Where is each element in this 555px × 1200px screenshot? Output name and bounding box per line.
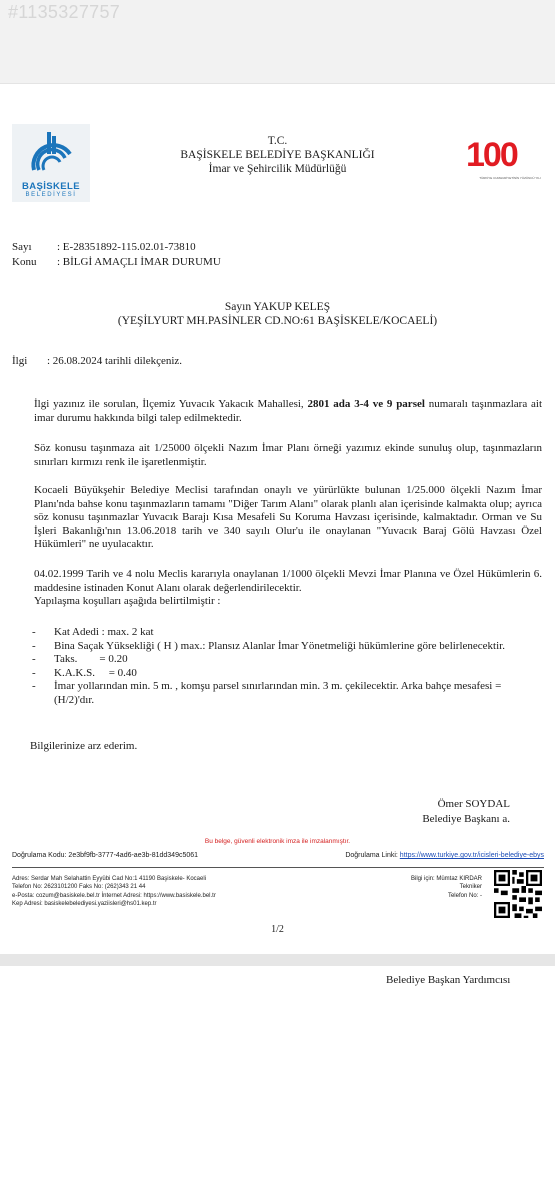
ilgi-value: : 26.08.2024 tarihli dilekçeniz. [47,355,183,367]
page-number: 1/2 [271,924,284,935]
logo-name: BAŞİSKELE [22,181,80,192]
parcel-reference: 2801 ada 3-4 ve 9 parsel [307,398,425,410]
paragraph-4 [12,568,542,609]
condition-text: Kat Adedi : max. 2 kat [54,626,154,638]
qr-code-icon [494,870,542,918]
verification-link-group [345,852,544,859]
list-dash: - [32,626,36,638]
basiskele-emblem-icon [12,124,90,180]
footer-divider [12,867,544,868]
recipient-address: (YEŞİLYURT MH.PASİNLER CD.NO:61 BAŞİSKELE/KOCAELİ) [117,315,438,327]
signer-title: Belediye Başkanı a. [422,813,510,825]
verification-code: Doğrulama Kodu: 2e3bf9fb-3777-4ad6-ae3b-81dd349c5061 [12,852,199,859]
conditions-list [32,626,537,708]
recipient-name: Sayın YAKUP KELEŞ [224,301,331,313]
sayi-label: Sayı [12,241,32,253]
list-dash: - [32,680,36,693]
ilgi-label: İlgi [12,355,28,367]
contact-info: Bilgi için: Mümtaz KIRDAR [410,876,482,882]
paragraph-2: Söz konusu taşınmaza ait 1/25000 ölçekli Nazım İmar Planı örneği yazımız ekinde sunuluş olup, taşınmazların sınırları kırmızı renk ile işaretlenmiştir. [34,442,542,468]
document-header [100,134,455,176]
e-signature-notice: Bu belge, güvenli elektronik imza ile imzalanmıştır. [204,838,351,845]
contact-phone: Telefon No: - [447,892,482,899]
footer-address: Adres: Serdar Mah Selahattin Eyyübi Cad No:1 41190 Başiskele- Kocaeli [12,876,206,882]
paragraph-1-text-b: numaralı taşınmazlara ait imar durumu hakkında bilgi talep edilmektedir. [34,398,543,424]
contact-role: Tekniker [459,884,482,891]
list-dash: - [32,639,36,652]
footer-address-block [12,875,216,908]
listing-header-band [0,0,555,84]
centennial-number: 100 [466,136,517,174]
list-dash: - [32,666,36,679]
footer-email: e-Posta: cozum@basiskele.bel.tr İnternet Adresi: https://www.basiskele.bel.tr [12,892,216,899]
paragraph-1-text-a: İlgi yazınız ile sorulan, İlçemiz Yuvacık Yakacık Mahallesi, [34,398,308,410]
condition-text: K.A.K.S. = 0.40 [54,666,137,679]
condition-text: İmar yollarından min. 5 m. , komşu parsel sınırlarından min. 3 m. çekilecektir. Arka bahçe mesafesi = (H/2)'dır. [54,680,502,706]
header-line-3: İmar ve Şehircilik Müdürlüğü [208,163,347,175]
list-dash: - [32,653,36,666]
footer-phone: Telefon No: 2623101200 Faks No: (262)343 21 44 [12,884,146,891]
condition-text: Taks. = 0.20 [54,653,128,666]
listing-id: #1135327757 [8,2,121,22]
ilgi-line [12,355,182,367]
signature-block [394,797,510,827]
closing-line: Bilgilerinize arz ederim. [30,740,138,752]
deputy-mayor-title: Belediye Başkan Yardımcısı [386,974,511,986]
verification-link-label: Doğrulama Linki: [345,852,400,859]
verification-row [12,852,544,859]
list-item [32,680,537,707]
document-page-2 [0,966,555,1200]
contact-block [386,875,482,900]
paragraph-4-text: 04.02.1999 Tarih ve 4 nolu Meclis kararıyla onaylanan 1/1000 ölçekli Mevzi İmar Planına ve Özel Hükümlerin 6. maddesine istinaden Konut Alanı olarak değerlendirilecektir. [34,568,542,594]
list-item [32,626,537,640]
footer-kep: Kep Adresi: basiskelebelediyesi.yaziisleri@hs01.kep.tr [12,900,157,907]
document-page-1 [0,84,555,954]
paragraph-3: Kocaeli Büyükşehir Belediye Meclisi tarafından onaylı ve yürürlükte bulunan 1/25.000 ölçekli Nazım İmar Planı'nda bahse konu taşınmazların tamamı "Diğer Tarım Alanı" olarak planlı alan içerisinde kalmakta olup; ayrıca söz konusu taşınmazlar Yuvacık Barajı Kısa Mesafeli Su Koruma Havzası içerisinde, kalmaktadır. Orman ve Su İşleri Bakanlığı'nın 13.06.2018 tarih ve 340 sayılı Olur'u ile onaylanan "Yuvacık Baraj Gölü Havzası Özel Hükümleri" ne uyulacaktır. [34,484,542,551]
basiskele-logo-icon [12,124,90,202]
list-item [32,667,537,681]
paragraph-1 [12,398,542,425]
header-line-1: T.C. [267,135,288,147]
document-meta [12,240,221,270]
list-item [32,640,537,654]
header-line-2: BAŞİSKELE BELEDİYE BAŞKANLIĞI [180,149,375,161]
centennial-logo-icon [466,136,546,182]
signer-name: Ömer SOYDAL [437,798,510,810]
konu-value: : BİLGİ AMAÇLI İMAR DURUMU [57,256,221,268]
sayi-value: : E-28351892-115.02.01-73810 [57,241,196,253]
paragraph-5-text: Yapılaşma koşulları aşağıda belirtilmiştir : [34,595,221,608]
konu-label: Konu [12,256,37,268]
centennial-caption: TÜRKİYE CUMHURİYETİNİN YÜZÜNCÜ YILI [479,176,541,180]
verification-link[interactable]: https://www.turkiye.gov.tr/icisleri-belediye-ebys [399,852,544,859]
recipient-block [60,300,495,328]
condition-text: Bina Saçak Yüksekliği ( H ) max.: Plansız Alanlar İmar Yönetmeliği hükümlerine göre belirlenecektir. [54,639,505,652]
page-gap [0,954,555,966]
logo-sub: BELEDİYESİ [25,192,77,198]
list-item [32,653,537,667]
